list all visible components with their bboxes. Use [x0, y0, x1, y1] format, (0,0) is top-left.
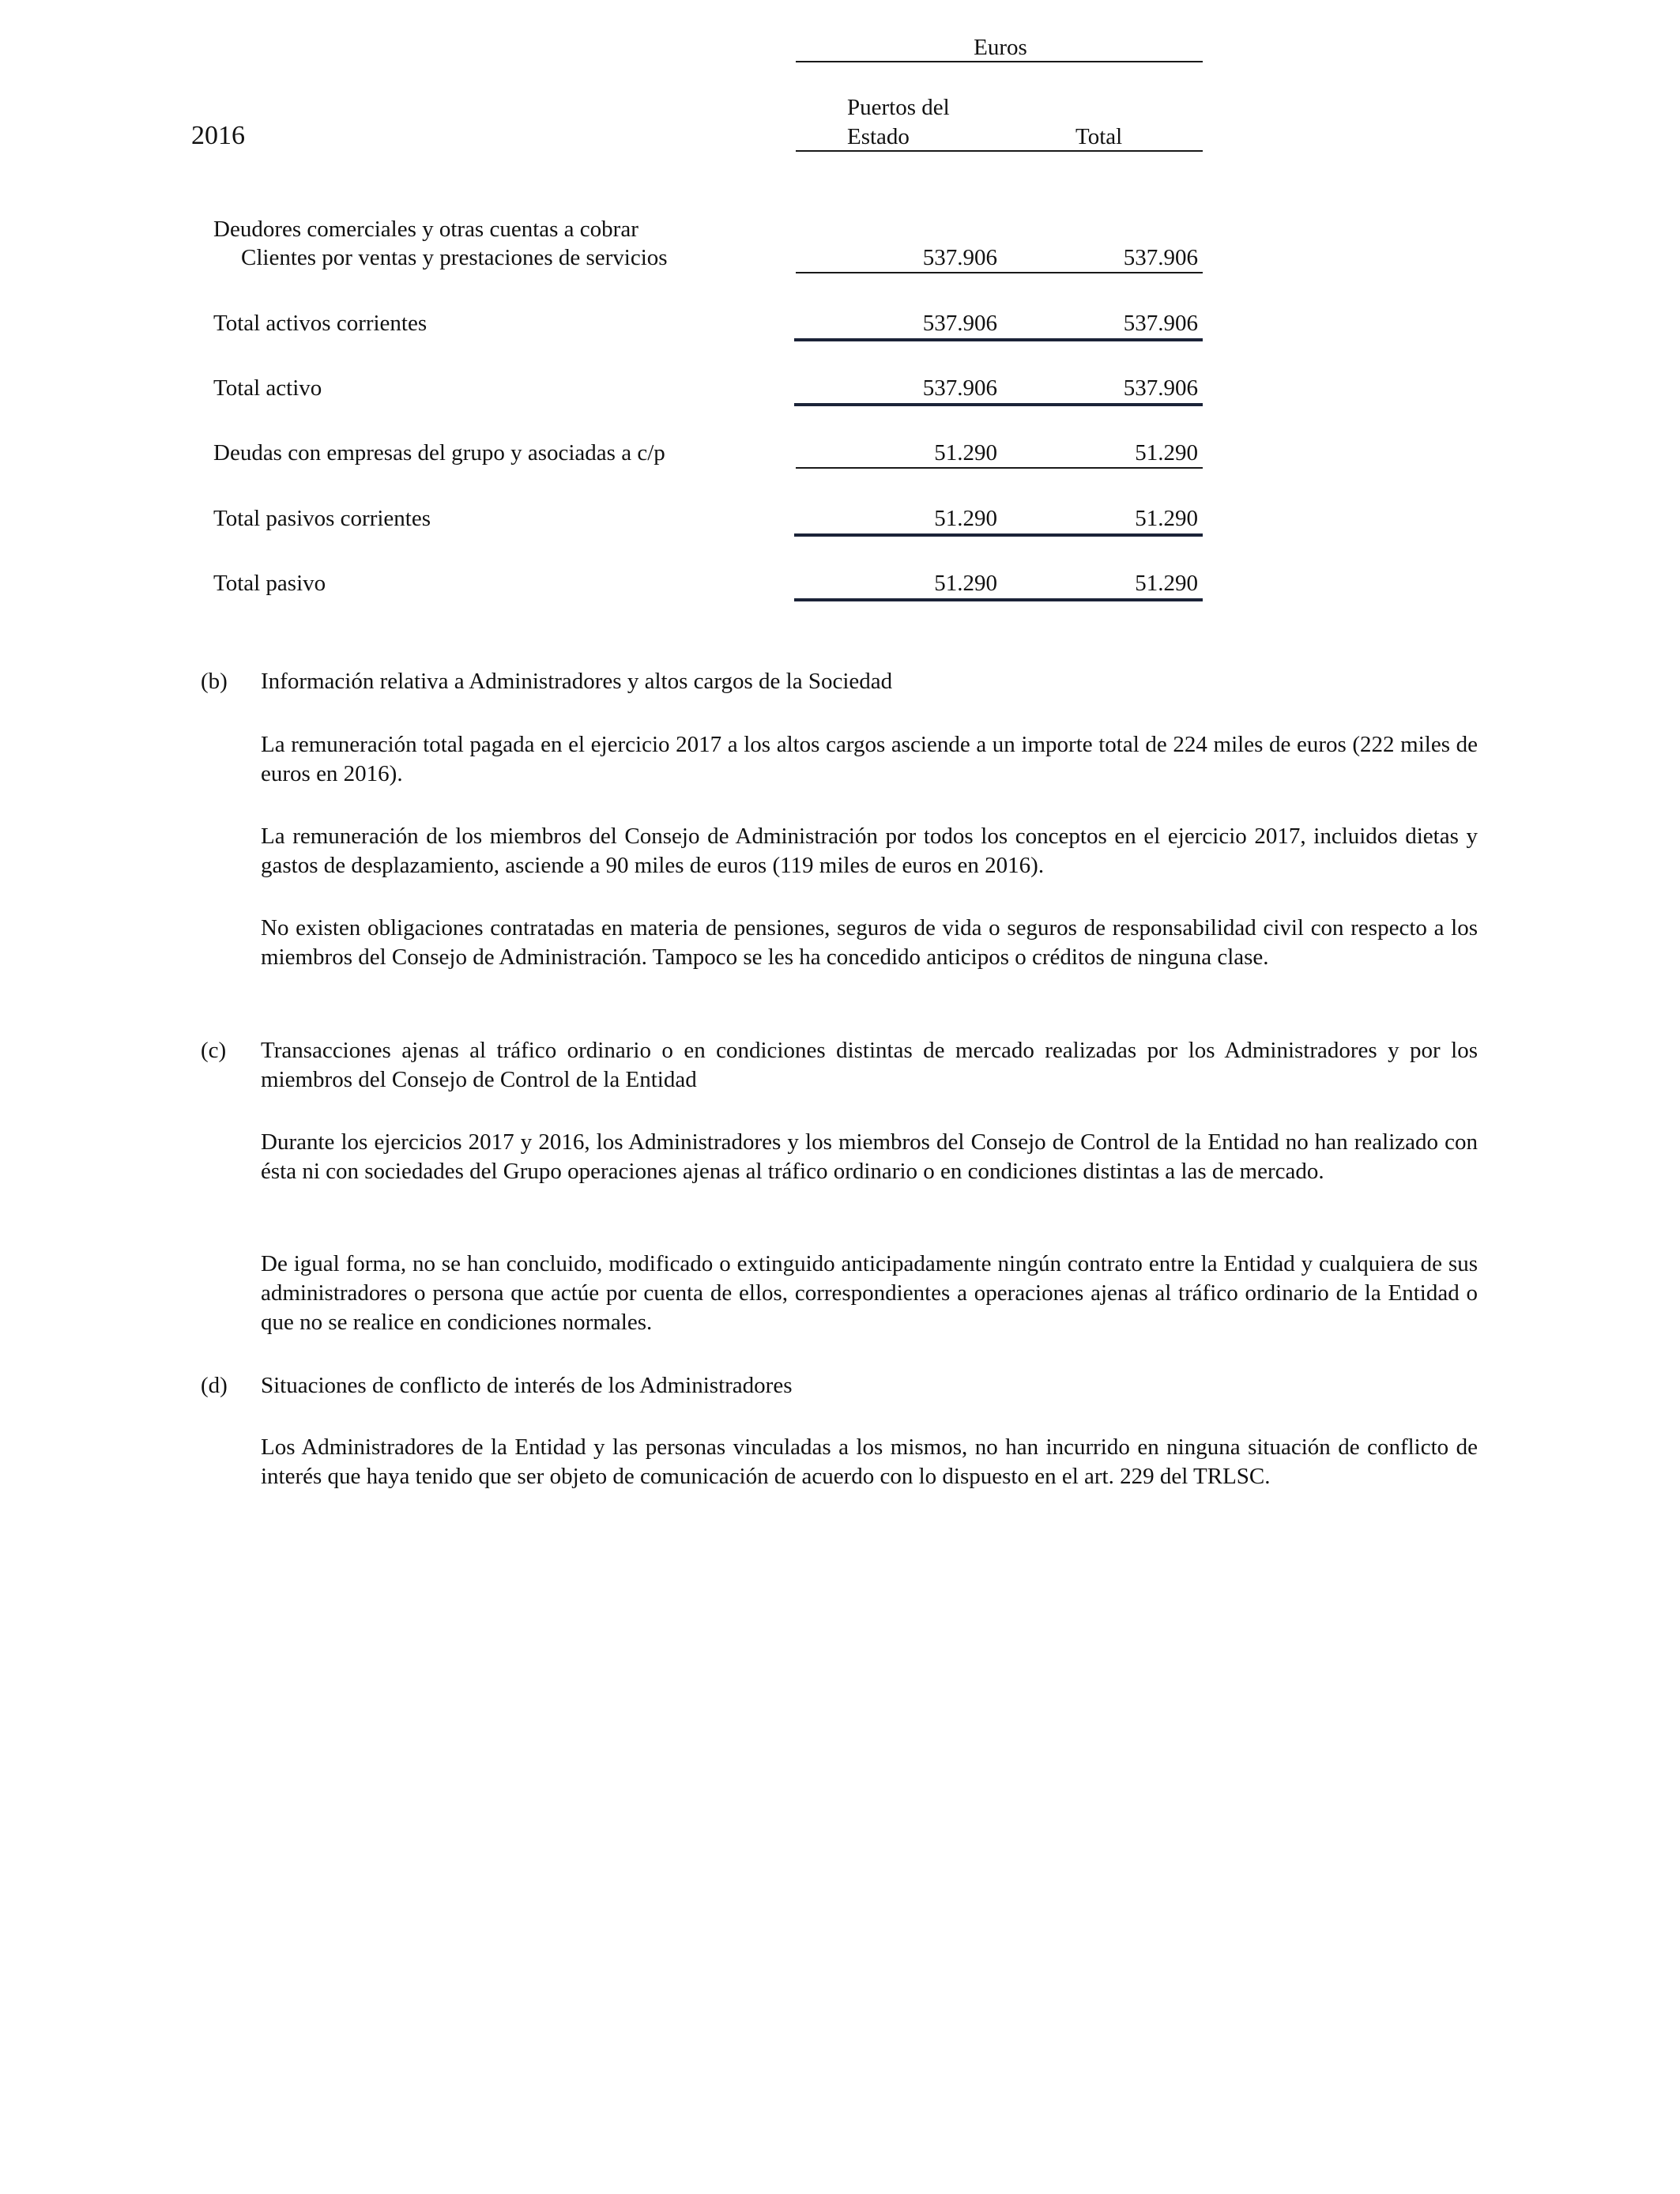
section-paragraph: La remuneración total pagada en el ejercicio 2017 a los altos cargos asciende a un importe total de 224 miles de euros (222 miles de euros en 2016).: [261, 732, 1478, 786]
section-letter: (d): [201, 1373, 228, 1398]
row-value-col2: 51.290: [1135, 440, 1198, 466]
section-paragraph: De igual forma, no se han concluido, modificado o extinguido anticipadamente ningún contrato entre la Entidad y cualquiera de sus administradores o persona que actúe por cuenta de ellos, correspondientes a operaciones ajenas al tráfico ordinario de la Entidad o que no se realice en condiciones normales.: [261, 1251, 1478, 1335]
row-label: Total pasivos corrientes: [213, 506, 431, 531]
section-heading: Transacciones ajenas al tráfico ordinario o en condiciones distintas de mercado realizadas por los Administradores y por los miembros del Consejo de Control de la Entidad: [261, 1038, 1478, 1092]
row-label: Total activos corrientes: [213, 311, 428, 336]
row-total-rule: [794, 533, 1203, 537]
row-value-col2: 51.290: [1135, 571, 1198, 596]
section-paragraph: La remuneración de los miembros del Consejo de Administración por todos los conceptos en el ejercicio 2017, incluidos dietas y gastos de desplazamiento, asciende a 90 miles de euros (119 miles de euros en 2016).: [261, 824, 1478, 878]
section-letter: (b): [201, 669, 228, 694]
currency-header: Euros: [974, 35, 1027, 60]
row-label: Clientes por ventas y prestaciones de servicios: [241, 245, 668, 270]
row-total-rule: [794, 598, 1203, 601]
row-value-col1: 537.906: [922, 375, 997, 401]
row-value-col2: 537.906: [1123, 311, 1198, 336]
year-label: 2016: [191, 121, 245, 150]
row-label: Deudas con empresas del grupo y asociadas a c/p: [213, 440, 665, 466]
row-value-col1: 51.290: [934, 506, 997, 531]
row-value-col1: 537.906: [922, 311, 997, 336]
section-label: Deudores comerciales y otras cuentas a cobrar: [213, 217, 638, 242]
row-rule: [796, 272, 1203, 273]
row-rule: [796, 467, 1203, 469]
section-letter: (c): [201, 1038, 227, 1063]
header-rule-top: [796, 61, 1203, 62]
row-value-col2: 537.906: [1123, 245, 1198, 270]
section-heading: Situaciones de conflicto de interés de los Administradores: [261, 1373, 793, 1398]
col1-header-line2: Estado: [847, 124, 910, 149]
row-value-col1: 51.290: [934, 571, 997, 596]
section-paragraph: No existen obligaciones contratadas en materia de pensiones, seguros de vida o seguros de responsabilidad civil con respecto a los miembros del Consejo de Administración. Tampoco se les ha concedido anticipos o créditos de ninguna clase.: [261, 915, 1478, 970]
section-heading: Información relativa a Administradores y altos cargos de la Sociedad: [261, 669, 893, 694]
section-paragraph: Durante los ejercicios 2017 y 2016, los Administradores y los miembros del Consejo de Control de la Entidad no han realizado con ésta ni con sociedades del Grupo operaciones ajenas al tráfico ordinario o en condiciones distintas a las de mercado.: [261, 1129, 1478, 1184]
col1-header-line1: Puertos del: [847, 95, 950, 120]
section-paragraph: Los Administradores de la Entidad y las personas vinculadas a los mismos, no han incurrido en ninguna situación de conflicto de interés que haya tenido que ser objeto de comunicación de acuerdo con lo dispuesto en el art. 229 del TRLSC.: [261, 1434, 1478, 1489]
row-value-col2: 537.906: [1123, 375, 1198, 401]
row-value-col1: 537.906: [922, 245, 997, 270]
row-value-col2: 51.290: [1135, 506, 1198, 531]
row-total-rule: [794, 403, 1203, 406]
col2-header: Total: [1075, 124, 1123, 149]
row-label: Total pasivo: [213, 571, 326, 596]
header-rule-bottom: [796, 150, 1203, 152]
row-total-rule: [794, 338, 1203, 341]
row-value-col1: 51.290: [934, 440, 997, 466]
row-label: Total activo: [213, 375, 322, 401]
